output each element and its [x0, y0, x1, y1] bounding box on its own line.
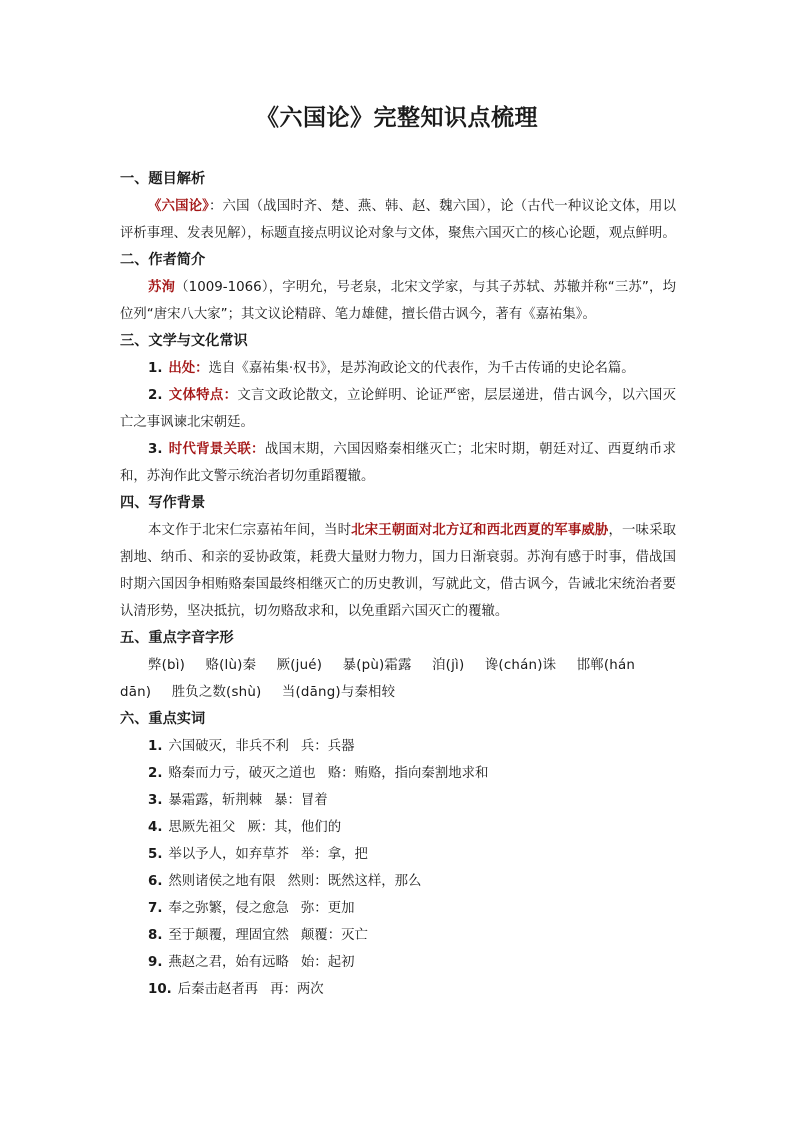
vocabulary-item	[120, 760, 676, 787]
item-number: 8.	[148, 928, 163, 943]
page-title: 《六国论》完整知识点梳理	[256, 105, 538, 131]
vocab-meaning: 赂：贿赂，指向秦割地求和	[327, 766, 489, 781]
vocab-phrase: 暴霜露，斩荆棘	[168, 793, 263, 808]
item-number: 9.	[148, 955, 163, 970]
section-heading-2: 二、作者简介	[120, 252, 206, 268]
vocab-phrase: 至于颠覆，理固宜然	[168, 928, 289, 943]
section-heading-1: 一、题目解析	[120, 171, 206, 187]
vocab-meaning: 始：起初	[300, 955, 355, 970]
pronunciation-item: 厥(jué)	[276, 658, 323, 673]
vocabulary-item	[120, 922, 676, 949]
vocabulary-list	[120, 733, 676, 1003]
background-text-before: 本文作于北宋仁宗嘉祐年间，当时	[148, 523, 352, 538]
pronunciation-item: 胜负之数(shù)	[171, 685, 262, 700]
title-analysis-text: ：六国（战国时齐、楚、燕、韩、赵、魏六国），论（古代一种议论文体，用以评析事理、发表见解），标题直接点明议论对象与文体，聚焦六国灭亡的核心论题，观点鲜明。	[120, 199, 676, 241]
section-heading-6: 六、重点实词	[120, 711, 206, 727]
item-number: 3.	[148, 793, 163, 808]
vocabulary-item	[120, 814, 676, 841]
vocab-phrase: 然则诸侯之地有限	[168, 874, 276, 889]
document-body	[120, 166, 676, 1003]
item-number: 5.	[148, 847, 163, 862]
item-number: 3.	[148, 442, 163, 457]
pronunciation-item: 当(dāng)与秦相较	[281, 685, 396, 700]
vocab-meaning: 举：拿，把	[300, 847, 368, 862]
pronunciation-item: 赂(lù)秦	[205, 658, 257, 673]
vocab-meaning: 厥：其，他们的	[247, 820, 342, 835]
vocab-meaning: 然则：既然这样，那么	[287, 874, 422, 889]
section-heading-4: 四、写作背景	[120, 495, 206, 511]
vocab-phrase: 举以予人，如弃草芥	[168, 847, 289, 862]
vocab-meaning: 兵：兵器	[300, 739, 355, 754]
item-label: 文体特点：	[168, 388, 238, 403]
culture-item-3	[120, 436, 676, 490]
vocab-phrase: 思厥先祖父	[168, 820, 236, 835]
vocabulary-item	[120, 841, 676, 868]
vocabulary-item	[120, 949, 676, 976]
pronunciation-list	[120, 652, 676, 706]
vocab-meaning: 弥：更加	[300, 901, 355, 916]
vocab-phrase: 赂秦而力亏，破灭之道也	[168, 766, 316, 781]
vocabulary-item	[120, 787, 676, 814]
vocab-phrase: 后秦击赵者再	[177, 982, 259, 997]
item-number: 10.	[148, 982, 172, 997]
section-heading-5: 五、重点字音字形	[120, 630, 234, 646]
culture-item-2	[120, 382, 676, 436]
pronunciation-item: 谗(chán)诛	[484, 658, 557, 673]
item-text: 战国末期，六国因赂秦相继灭亡；北宋时期，朝廷对辽、西夏纳币求和，苏洵作此文警示统治者切勿重蹈覆辙。	[120, 442, 676, 484]
author-name: 苏洵	[148, 280, 176, 295]
author-paragraph	[120, 274, 676, 328]
item-number: 2.	[148, 388, 163, 403]
vocabulary-item	[120, 895, 676, 922]
title-analysis-paragraph	[120, 193, 676, 247]
item-number: 2.	[148, 766, 163, 781]
section-heading-3: 三、文学与文化常识	[120, 333, 248, 349]
vocab-phrase: 六国破灭，非兵不利	[168, 739, 289, 754]
pronunciation-item: 邯郸(hán dān)	[120, 658, 636, 700]
vocabulary-item	[120, 733, 676, 760]
vocab-meaning: 颠覆：灭亡	[300, 928, 368, 943]
item-number: 1.	[148, 739, 163, 754]
item-label: 时代背景关联：	[168, 442, 265, 457]
pronunciation-item: 暴(pù)霜露	[342, 658, 412, 673]
vocab-phrase: 燕赵之君，始有远略	[168, 955, 289, 970]
background-paragraph	[120, 517, 676, 625]
author-text: （1009-1066），字明允，号老泉，北宋文学家，与其子苏轼、苏辙并称“三苏”，均位列“唐宋八大家”；其文议论精辟、笔力雄健，擅长借古讽今，著有《嘉祐集》。	[120, 280, 676, 322]
item-text: 文言文政论散文，立论鲜明、论证严密，层层递进，借古讽今，以六国灭亡之事讽谏北宋朝廷。	[120, 388, 676, 430]
background-text-after: ，一味采取割地、纳币、和亲的妥协政策，耗费大量财力物力，国力日渐衰弱。苏洵有感于时事，借战国时期六国因争相贿赂秦国最终相继灭亡的历史教训，写就此文，借古讽今，告诫北宋统治者要认清形势，坚决抵抗，切勿赂敌求和，以免重蹈六国灭亡的覆辙。	[120, 523, 677, 619]
pronunciation-item: 洎(jì)	[432, 658, 465, 673]
item-number: 1.	[148, 361, 163, 376]
culture-item-1	[120, 355, 676, 382]
vocabulary-item	[120, 976, 676, 1003]
vocab-meaning: 再：两次	[270, 982, 324, 997]
item-label: 出处：	[168, 361, 209, 376]
item-number: 6.	[148, 874, 163, 889]
title-term: 《六国论》	[148, 199, 209, 214]
vocab-phrase: 奉之弥繁，侵之愈急	[168, 901, 289, 916]
pronunciation-item: 弊(bì)	[148, 658, 186, 673]
item-number: 7.	[148, 901, 163, 916]
background-highlight: 北宋王朝面对北方辽和西北西夏的军事威胁	[351, 523, 609, 538]
item-number: 4.	[148, 820, 163, 835]
vocabulary-item	[120, 868, 676, 895]
vocab-meaning: 暴：冒着	[274, 793, 328, 808]
item-text: 选自《嘉祐集·权书》，是苏洵政论文的代表作，为千古传诵的史论名篇。	[208, 361, 635, 376]
